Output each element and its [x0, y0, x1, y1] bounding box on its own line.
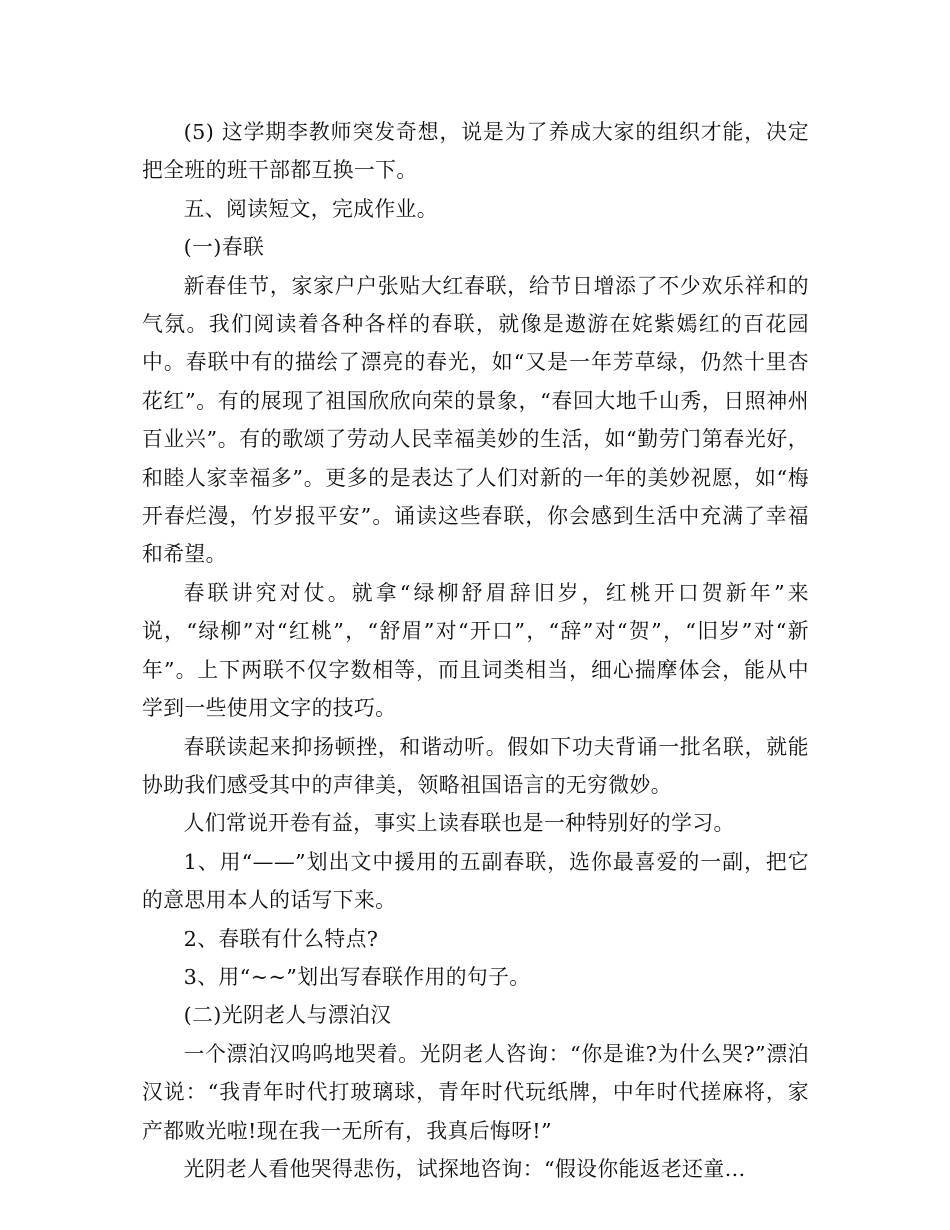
question-2: 2、春联有什么特点? [183, 926, 379, 951]
passage-1-paragraph: 人们常说开卷有益，事实上读春联也是一种特别好的学习。 [183, 811, 735, 836]
passage-1-paragraph: 新春佳节，家家户户张贴大红春联，给节日增添了不少欢乐祥和的气氛。我们阅读着各种各样的春联，就像是遨游在姹紫嫣红的百花园中。春联中有的描绘了漂亮的春光，如“又是一年芳草绿，仍然十里杏花红”。有的展现了祖国欣欣向荣的景象，“春回大地千山秀，日照神州百业兴”。有的歌颂了劳动人民幸福美妙的生活，如“勤劳门第春光好，和睦人家幸福多”。更多的是表达了人们对新的一年的美妙祝愿，如“梅开春烂漫，竹岁报平安”。诵读这些春联，你会感到生活中充满了幸福和希望。 [142, 273, 809, 567]
passage-2-title: (二)光阴老人与漂泊汉 [183, 1003, 392, 1028]
passage-2-paragraph: 一个漂泊汉呜呜地哭着。光阴老人咨询：“你是谁?为什么哭?”漂泊汉说：“我青年时代打玻璃球，青年时代玩纸牌，中年时代搓麻将，家产都败光啦!现在我一无所有，我真后悔呀!” [142, 1041, 809, 1143]
question-3: 3、用“~~”划出写春联作用的句子。 [183, 964, 531, 989]
passage-1-paragraph: 春联读起来抑扬顿挫，和谐动听。假如下功夫背诵一批名联，就能协助我们感受其中的声律美，领略祖国语言的无穷微妙。 [142, 734, 809, 797]
passage-1-paragraph: 春联讲究对仗。就拿“绿柳舒眉辞旧岁，红桃开口贺新年”来说，“绿柳”对“红桃”，“舒眉”对“开口”，“辞”对“贺”，“旧岁”对“新年”。上下两联不仅字数相等，而且词类相当，细心揣摩体会，能从中学到一些使用文字的技巧。 [142, 580, 809, 721]
passage-2-paragraph: 光阴老人看他哭得悲伤，试探地咨询：“假设你能返老还童… [183, 1156, 746, 1181]
question-1: 1、用“——”划出文中援用的五副春联，选你最喜爱的一副，把它的意思用本人的话写下来。 [142, 849, 809, 913]
document-page [142, 113, 809, 1188]
passage-1-title: (一)春联 [183, 235, 265, 260]
question-5-text: (5) 这学期李教师突发奇想，说是为了养成大家的组织才能，决定把全班的班干部都互换一下。 [142, 120, 809, 183]
section-heading: 五、阅读短文，完成作业。 [183, 196, 438, 221]
